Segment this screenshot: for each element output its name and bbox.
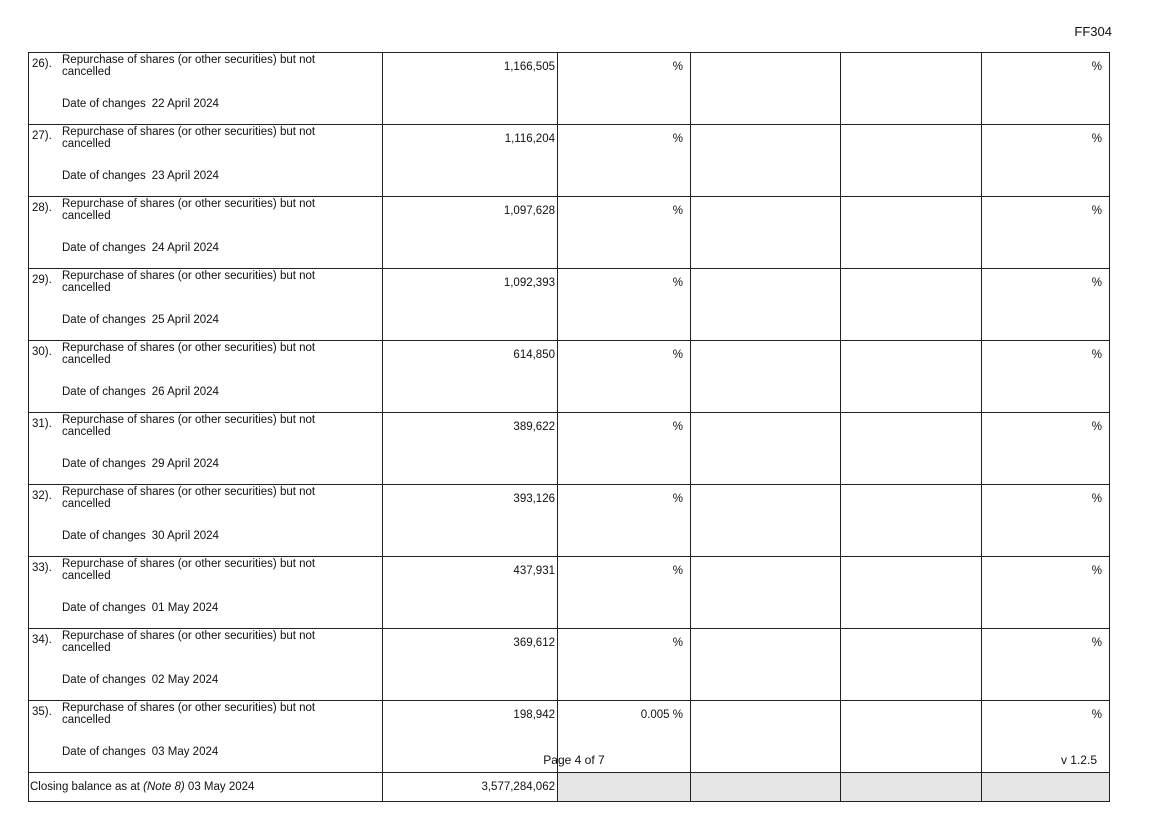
- empty-cell: [691, 485, 841, 557]
- percentage-cell: %: [558, 629, 691, 701]
- closing-label-text: Closing balance as at: [30, 781, 140, 793]
- empty-cell: [841, 125, 982, 197]
- description-cell: [29, 197, 383, 269]
- closing-balance-row: [29, 773, 1110, 802]
- percentage-cell-2: %: [982, 413, 1110, 485]
- row-number: 33).: [32, 562, 52, 574]
- empty-cell: [841, 197, 982, 269]
- date-value: 23 April 2024: [151, 170, 219, 182]
- row-description: Repurchase of shares (or other securities) but not cancelled: [62, 486, 316, 510]
- share-amount: 393,126: [383, 485, 558, 557]
- date-of-changes: [62, 458, 219, 470]
- percentage-cell-2: %: [982, 557, 1110, 629]
- date-of-changes: [62, 314, 219, 326]
- row-number: 26).: [32, 58, 52, 70]
- row-description: Repurchase of shares (or other securities) but not cancelled: [62, 558, 316, 582]
- date-label: Date of changes: [62, 170, 146, 182]
- date-of-changes: [62, 170, 219, 182]
- date-value: 24 April 2024: [151, 242, 219, 254]
- share-amount: 1,116,204: [383, 125, 558, 197]
- share-amount: 1,166,505: [383, 53, 558, 125]
- row-description: Repurchase of shares (or other securities) but not cancelled: [62, 702, 316, 726]
- date-label: Date of changes: [62, 602, 146, 614]
- percentage-cell-2: %: [982, 701, 1110, 773]
- date-label: Date of changes: [62, 242, 146, 254]
- row-number: 34).: [32, 634, 52, 646]
- empty-cell: [691, 197, 841, 269]
- empty-cell: [691, 341, 841, 413]
- percentage-cell: %: [558, 557, 691, 629]
- empty-cell: [841, 269, 982, 341]
- date-of-changes: [62, 98, 219, 110]
- empty-cell: [841, 629, 982, 701]
- row-number: 27).: [32, 130, 52, 142]
- percentage-cell: %: [558, 125, 691, 197]
- description-cell: [29, 629, 383, 701]
- date-label: Date of changes: [62, 314, 146, 326]
- date-of-changes: [62, 530, 219, 542]
- date-value: 30 April 2024: [151, 530, 219, 542]
- row-description: Repurchase of shares (or other securities) but not cancelled: [62, 54, 316, 78]
- empty-cell: [841, 53, 982, 125]
- share-amount: 1,097,628: [383, 197, 558, 269]
- table-row: [29, 557, 1110, 629]
- percentage-cell: %: [558, 53, 691, 125]
- row-number: 35).: [32, 706, 52, 718]
- closing-amount: 3,577,284,062: [383, 773, 558, 802]
- date-value: 22 April 2024: [151, 98, 219, 110]
- row-number: 32).: [32, 490, 52, 502]
- date-value: 03 May 2024: [151, 746, 219, 758]
- table-row: [29, 53, 1110, 125]
- empty-cell: [691, 269, 841, 341]
- empty-cell: [841, 485, 982, 557]
- empty-cell: [841, 557, 982, 629]
- table-row: [29, 341, 1110, 413]
- date-of-changes: [62, 674, 218, 686]
- description-cell: [29, 413, 383, 485]
- share-amount: 437,931: [383, 557, 558, 629]
- percentage-cell-2: %: [982, 269, 1110, 341]
- date-label: Date of changes: [62, 98, 146, 110]
- share-amount: 1,092,393: [383, 269, 558, 341]
- page-number: Page 4 of 7: [543, 753, 605, 767]
- form-code: FF304: [1074, 24, 1112, 39]
- table-body: [29, 53, 1110, 802]
- share-amount: 198,942: [383, 701, 558, 773]
- table-row: [29, 629, 1110, 701]
- closing-date: 03 May 2024: [187, 781, 255, 793]
- date-value: 26 April 2024: [151, 386, 219, 398]
- description-cell: [29, 341, 383, 413]
- percentage-cell: %: [558, 269, 691, 341]
- row-number: 29).: [32, 274, 52, 286]
- share-movement-table: [28, 52, 1110, 802]
- percentage-cell-2: %: [982, 629, 1110, 701]
- share-amount: 389,622: [383, 413, 558, 485]
- date-of-changes: [62, 242, 219, 254]
- shaded-cell: [558, 773, 691, 802]
- shaded-cell: [841, 773, 982, 802]
- empty-cell: [691, 413, 841, 485]
- table-row: [29, 413, 1110, 485]
- percentage-cell: %: [558, 413, 691, 485]
- row-number: 31).: [32, 418, 52, 430]
- date-label: Date of changes: [62, 530, 146, 542]
- percentage-cell-2: %: [982, 197, 1110, 269]
- percentage-cell: 0.005 %: [558, 701, 691, 773]
- share-amount: 614,850: [383, 341, 558, 413]
- empty-cell: [841, 341, 982, 413]
- empty-cell: [691, 53, 841, 125]
- date-value: 29 April 2024: [151, 458, 219, 470]
- table-row: [29, 197, 1110, 269]
- date-of-changes: [62, 602, 218, 614]
- percentage-cell-2: %: [982, 53, 1110, 125]
- closing-balance-label: [29, 773, 383, 802]
- row-description: Repurchase of shares (or other securities) but not cancelled: [62, 270, 316, 294]
- percentage-cell: %: [558, 341, 691, 413]
- row-description: Repurchase of shares (or other securities) but not cancelled: [62, 126, 316, 150]
- date-value: 01 May 2024: [151, 602, 219, 614]
- date-label: Date of changes: [62, 674, 146, 686]
- description-cell: [29, 557, 383, 629]
- row-number: 30).: [32, 346, 52, 358]
- date-value: 25 April 2024: [151, 314, 219, 326]
- date-value: 02 May 2024: [151, 674, 219, 686]
- row-description: Repurchase of shares (or other securities) but not cancelled: [62, 198, 316, 222]
- percentage-cell-2: %: [982, 125, 1110, 197]
- table-row: [29, 269, 1110, 341]
- row-number: 28).: [32, 202, 52, 214]
- empty-cell: [691, 125, 841, 197]
- row-description: Repurchase of shares (or other securities) but not cancelled: [62, 342, 316, 366]
- share-amount: 369,612: [383, 629, 558, 701]
- empty-cell: [691, 557, 841, 629]
- closing-note: (Note 8): [143, 781, 185, 793]
- description-cell: [29, 53, 383, 125]
- shaded-cell: [691, 773, 841, 802]
- date-label: Date of changes: [62, 458, 146, 470]
- percentage-cell-2: %: [982, 485, 1110, 557]
- description-cell: [29, 485, 383, 557]
- empty-cell: [691, 629, 841, 701]
- percentage-cell: %: [558, 197, 691, 269]
- date-of-changes: [62, 386, 219, 398]
- description-cell: [29, 269, 383, 341]
- date-label: Date of changes: [62, 746, 146, 758]
- row-description: Repurchase of shares (or other securities) but not cancelled: [62, 414, 316, 438]
- percentage-cell-2: %: [982, 341, 1110, 413]
- row-description: Repurchase of shares (or other securities) but not cancelled: [62, 630, 316, 654]
- date-label: Date of changes: [62, 386, 146, 398]
- table-row: [29, 485, 1110, 557]
- version-label: v 1.2.5: [1060, 753, 1097, 767]
- empty-cell: [841, 413, 982, 485]
- percentage-cell: %: [558, 485, 691, 557]
- table-row: [29, 125, 1110, 197]
- shaded-cell: [982, 773, 1110, 802]
- description-cell: [29, 125, 383, 197]
